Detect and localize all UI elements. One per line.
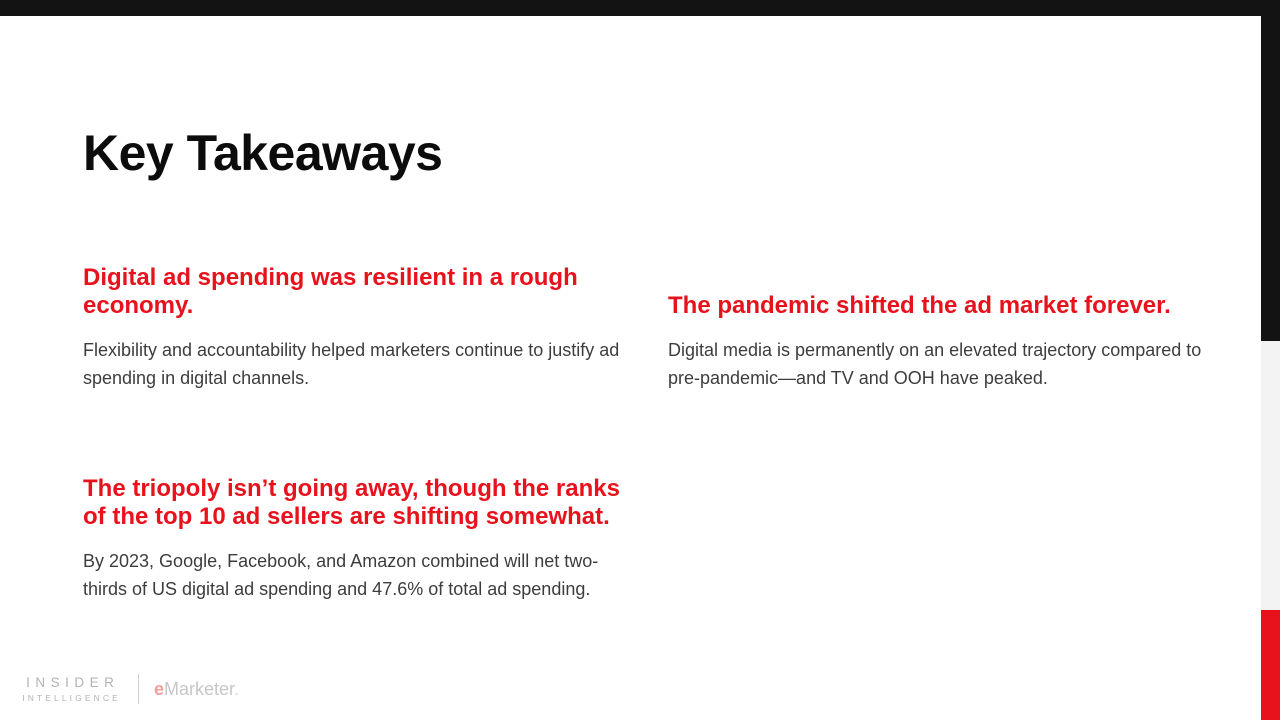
takeaway-block-pandemic-shift	[668, 292, 1220, 392]
takeaway-block-triopoly	[83, 475, 631, 603]
intelligence-wordmark: INTELLIGENCE	[22, 693, 121, 703]
page-title: Key Takeaways	[83, 125, 443, 181]
takeaway-heading: The pandemic shifted the ad market forever.	[668, 292, 1171, 319]
logo-divider	[138, 674, 139, 704]
takeaway-block-digital-resilient	[83, 264, 628, 392]
insider-intelligence-logo	[22, 675, 121, 703]
top-bar	[0, 0, 1280, 16]
insider-wordmark: INSIDER	[26, 675, 120, 690]
takeaway-body: Flexibility and accountability helped marketers continue to justify ad spending in digital channels.	[83, 340, 620, 388]
takeaway-body: By 2023, Google, Facebook, and Amazon combined will net two-thirds of US digital ad spending and 47.6% of total ad spending.	[83, 551, 599, 599]
right-strip-red-segment	[1261, 610, 1280, 720]
emarketer-wordmark: Marketer	[164, 679, 235, 699]
emarketer-e: e	[154, 679, 165, 699]
emarketer-logo	[154, 679, 239, 699]
right-strip-gray-segment	[1261, 341, 1280, 610]
takeaway-heading: The triopoly isn’t going away, though the ranks of the top 10 ad sellers are shifting somewhat.	[83, 475, 620, 530]
takeaway-body: Digital media is permanently on an elevated trajectory compared to pre-pandemic—and TV and OOH have peaked.	[668, 340, 1202, 388]
right-strip-black-segment	[1261, 0, 1280, 341]
takeaway-heading: Digital ad spending was resilient in a rough economy.	[83, 264, 578, 319]
brand-footer	[22, 674, 239, 704]
emarketer-period: .	[234, 679, 240, 699]
